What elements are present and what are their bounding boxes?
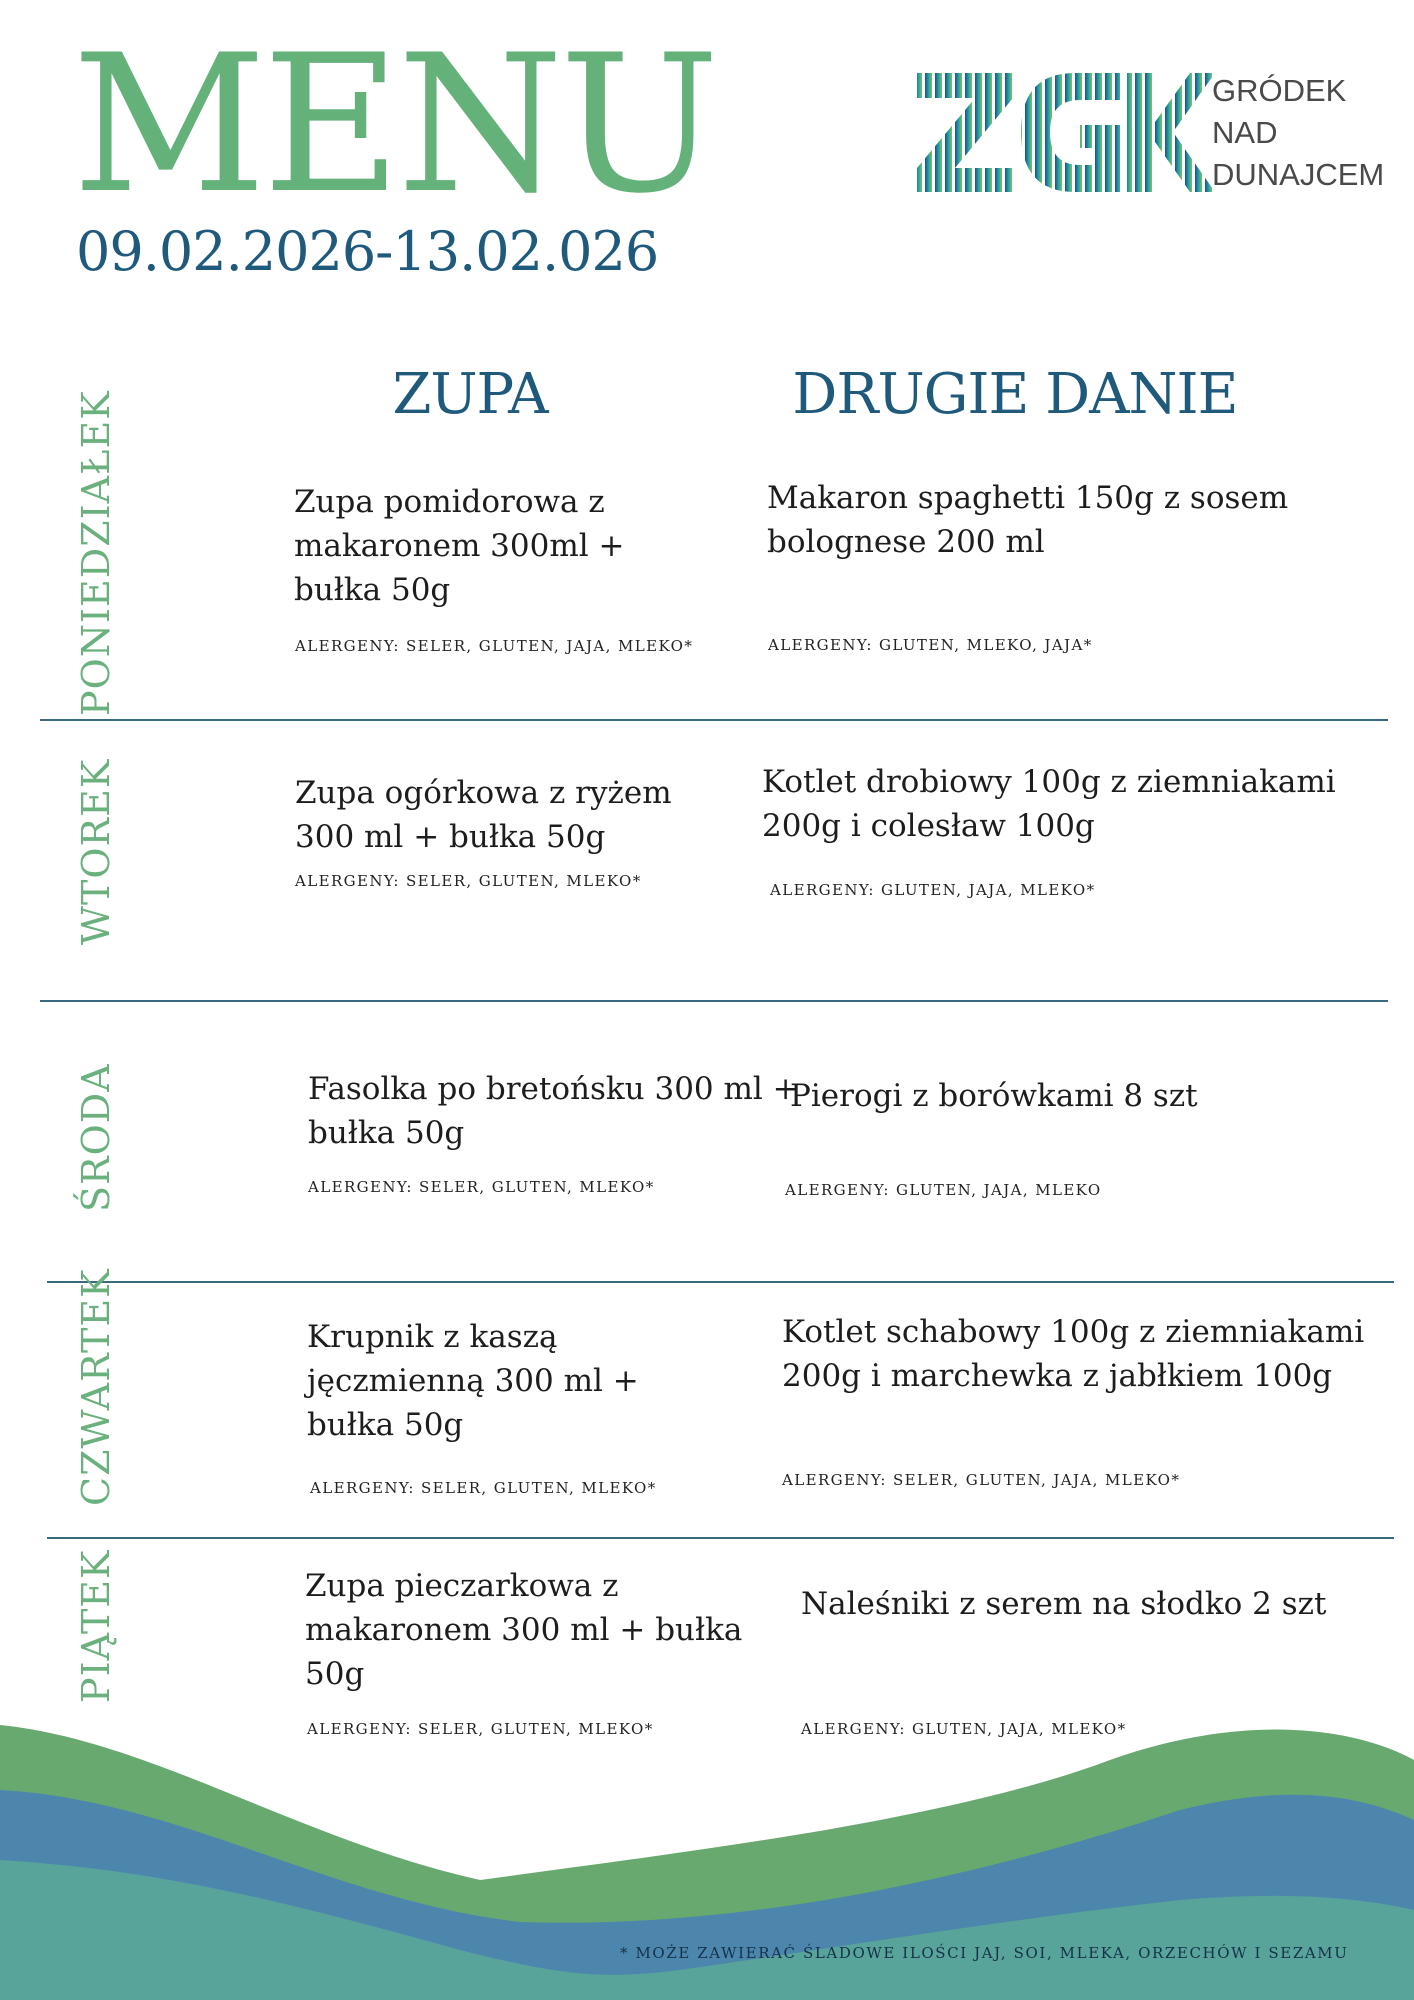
dish-line: bułka 50g — [307, 1407, 464, 1443]
page-title: MENU — [72, 14, 716, 235]
dish-line: 300 ml + bułka 50g — [295, 819, 606, 855]
soup-allergens: ALERGENY: SELER, GLUTEN, MLEKO* — [308, 1178, 655, 1196]
dish-line: Zupa pieczarkowa z — [305, 1568, 619, 1604]
allergen-footnote: * MOŻE ZAWIERAĆ ŚLADOWE ILOŚCI JAJ, SOI, MLEKA, ORZECHÓW I SEZAMU — [620, 1944, 1349, 1962]
day-label-friday: PIĄTEK — [74, 1549, 118, 1703]
logo-text — [1212, 70, 1384, 196]
dish-line: bułka 50g — [308, 1115, 465, 1151]
soup-dish — [295, 771, 672, 859]
main-dish — [782, 1310, 1364, 1398]
dish-line: Pierogi z borówkami 8 szt — [790, 1078, 1198, 1114]
soup-allergens: ALERGENY: SELER, GLUTEN, JAJA, MLEKO* — [295, 637, 694, 655]
row-divider — [40, 1000, 1388, 1002]
dish-line: Zupa ogórkowa z ryżem — [295, 775, 672, 811]
dish-line: bułka 50g — [294, 572, 451, 608]
dish-line: Kotlet schabowy 100g z ziemniakami — [782, 1314, 1365, 1350]
main-dish — [767, 476, 1288, 564]
day-label-wednesday: ŚRODA — [74, 1063, 118, 1212]
dish-line: Zupa pomidorowa z — [294, 484, 605, 520]
dish-line: 200g i marchewka z jabłkiem 100g — [782, 1358, 1333, 1394]
dish-line: jęczmienną 300 ml + — [307, 1363, 639, 1399]
main-allergens: ALERGENY: GLUTEN, JAJA, MLEKO* — [770, 881, 1096, 899]
row-divider — [40, 719, 1388, 721]
soup-dish — [294, 480, 625, 612]
soup-allergens: ALERGENY: SELER, GLUTEN, MLEKO* — [307, 1720, 654, 1738]
dish-line: 200g i colesław 100g — [762, 808, 1095, 844]
day-label-tuesday: WTOREK — [74, 758, 118, 945]
soup-dish — [305, 1564, 742, 1696]
main-dish — [801, 1582, 1326, 1626]
soup-dish — [308, 1067, 799, 1155]
column-header-soup: ZUPA — [392, 362, 548, 427]
soup-allergens: ALERGENY: SELER, GLUTEN, MLEKO* — [310, 1479, 657, 1497]
row-divider — [47, 1281, 1394, 1283]
dish-line: Krupnik z kaszą — [307, 1319, 558, 1355]
row-divider — [47, 1537, 1394, 1539]
dish-line: bolognese 200 ml — [767, 524, 1045, 560]
soup-dish — [307, 1315, 639, 1447]
dish-line: Fasolka po bretońsku 300 ml + — [308, 1071, 799, 1107]
logo-line: DUNAJCEM — [1212, 157, 1385, 192]
logo-line: GRÓDEK — [1212, 73, 1347, 108]
main-dish — [790, 1074, 1198, 1118]
main-allergens: ALERGENY: SELER, GLUTEN, JAJA, MLEKO* — [782, 1471, 1181, 1489]
dish-line: Kotlet drobiowy 100g z ziemniakami — [762, 764, 1336, 800]
dish-line: makaronem 300 ml + bułka — [305, 1612, 743, 1648]
main-allergens: ALERGENY: GLUTEN, MLEKO, JAJA* — [768, 636, 1093, 654]
column-header-main: DRUGIE DANIE — [792, 362, 1238, 427]
date-range: 09.02.2026-13.02.026 — [76, 220, 659, 283]
dish-line: 50g — [305, 1656, 365, 1692]
day-label-thursday: CZWARTEK — [74, 1268, 118, 1506]
day-label-monday: PONIEDZIAŁEK — [74, 390, 118, 716]
dish-line: makaronem 300ml + — [294, 528, 625, 564]
main-allergens: ALERGENY: GLUTEN, JAJA, MLEKO* — [801, 1720, 1127, 1738]
dish-line: Makaron spaghetti 150g z sosem — [767, 480, 1289, 516]
logo-line: NAD — [1212, 115, 1278, 150]
dish-line: Naleśniki z serem na słodko 2 szt — [801, 1586, 1327, 1622]
soup-allergens: ALERGENY: SELER, GLUTEN, MLEKO* — [295, 872, 642, 890]
main-allergens: ALERGENY: GLUTEN, JAJA, MLEKO — [785, 1181, 1102, 1199]
main-dish — [762, 760, 1336, 848]
